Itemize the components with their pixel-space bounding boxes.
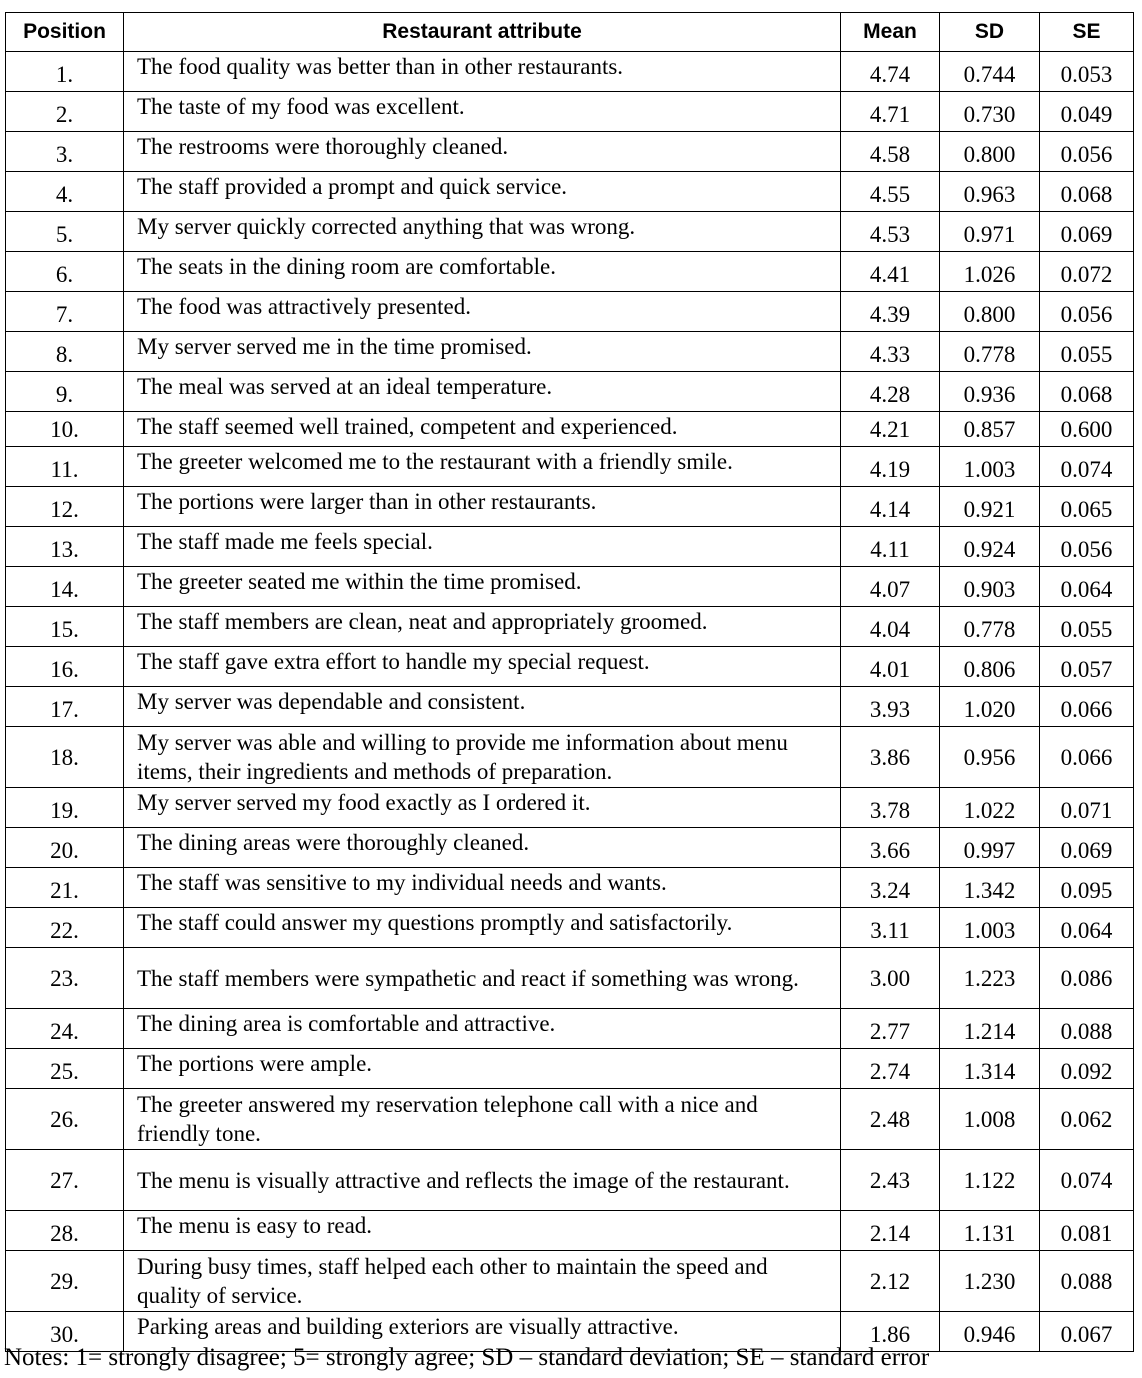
attribute-cell: The restrooms were thoroughly cleaned.	[124, 132, 841, 172]
table-row	[6, 92, 1134, 132]
position-cell: 18.	[6, 727, 124, 788]
table-body	[6, 52, 1134, 1352]
se-cell: 0.069	[1040, 828, 1134, 868]
table-row	[6, 948, 1134, 1009]
sd-cell: 1.020	[940, 687, 1040, 727]
attribute-cell: The taste of my food was excellent.	[124, 92, 841, 132]
position-cell: 26.	[6, 1089, 124, 1150]
se-cell: 0.055	[1040, 607, 1134, 647]
table-row	[6, 1150, 1134, 1211]
attribute-cell: The staff could answer my questions promptly and satisfactorily.	[124, 908, 841, 948]
attribute-cell: During busy times, staff helped each other to maintain the speed and quality of service.	[124, 1251, 841, 1312]
mean-cell: 4.74	[841, 52, 940, 92]
se-cell: 0.056	[1040, 292, 1134, 332]
sd-cell: 0.806	[940, 647, 1040, 687]
attribute-cell: My server served me in the time promised.	[124, 332, 841, 372]
attribute-cell: My server served my food exactly as I ordered it.	[124, 788, 841, 828]
se-cell: 0.081	[1040, 1211, 1134, 1251]
mean-cell: 4.01	[841, 647, 940, 687]
attribute-cell: The food quality was better than in other restaurants.	[124, 52, 841, 92]
position-cell: 28.	[6, 1211, 124, 1251]
attribute-cell: The portions were ample.	[124, 1049, 841, 1089]
sd-cell: 1.008	[940, 1089, 1040, 1150]
position-cell: 22.	[6, 908, 124, 948]
header-se: SE	[1040, 13, 1134, 52]
sd-cell: 0.730	[940, 92, 1040, 132]
mean-cell: 2.43	[841, 1150, 940, 1211]
attribute-cell: The dining areas were thoroughly cleaned.	[124, 828, 841, 868]
position-cell: 10.	[6, 412, 124, 447]
position-cell: 27.	[6, 1150, 124, 1211]
position-cell: 8.	[6, 332, 124, 372]
mean-cell: 2.48	[841, 1089, 940, 1150]
sd-cell: 1.342	[940, 868, 1040, 908]
table-row	[6, 1211, 1134, 1251]
table-row	[6, 527, 1134, 567]
mean-cell: 2.14	[841, 1211, 940, 1251]
mean-cell: 4.07	[841, 567, 940, 607]
attribute-cell: The staff seemed well trained, competent and experienced.	[124, 412, 841, 447]
mean-cell: 2.12	[841, 1251, 940, 1312]
table-row	[6, 1089, 1134, 1150]
position-cell: 25.	[6, 1049, 124, 1089]
table-row	[6, 1049, 1134, 1089]
table-row	[6, 1009, 1134, 1049]
sd-cell: 1.230	[940, 1251, 1040, 1312]
table-row	[6, 292, 1134, 332]
se-cell: 0.074	[1040, 1150, 1134, 1211]
mean-cell: 1.86	[841, 1312, 940, 1352]
table-header-row	[6, 13, 1134, 52]
attribute-cell: The portions were larger than in other restaurants.	[124, 487, 841, 527]
se-cell: 0.072	[1040, 252, 1134, 292]
mean-cell: 4.04	[841, 607, 940, 647]
sd-cell: 1.003	[940, 908, 1040, 948]
table-row	[6, 788, 1134, 828]
attribute-cell: The greeter answered my reservation telephone call with a nice and friendly tone.	[124, 1089, 841, 1150]
se-cell: 0.088	[1040, 1009, 1134, 1049]
position-cell: 23.	[6, 948, 124, 1009]
se-cell: 0.074	[1040, 447, 1134, 487]
se-cell: 0.600	[1040, 412, 1134, 447]
table-row	[6, 252, 1134, 292]
mean-cell: 3.78	[841, 788, 940, 828]
mean-cell: 2.77	[841, 1009, 940, 1049]
se-cell: 0.066	[1040, 727, 1134, 788]
table-row	[6, 372, 1134, 412]
attribute-cell: The staff members are clean, neat and appropriately groomed.	[124, 607, 841, 647]
table-row	[6, 828, 1134, 868]
mean-cell: 4.55	[841, 172, 940, 212]
position-cell: 16.	[6, 647, 124, 687]
attribute-cell: The staff members were sympathetic and react if something was wrong.	[124, 948, 841, 1009]
se-cell: 0.095	[1040, 868, 1134, 908]
attribute-cell: My server quickly corrected anything that was wrong.	[124, 212, 841, 252]
se-cell: 0.056	[1040, 527, 1134, 567]
table-row	[6, 332, 1134, 372]
table-row	[6, 447, 1134, 487]
table-row	[6, 132, 1134, 172]
position-cell: 20.	[6, 828, 124, 868]
sd-cell: 1.003	[940, 447, 1040, 487]
mean-cell: 3.11	[841, 908, 940, 948]
sd-cell: 0.946	[940, 1312, 1040, 1352]
mean-cell: 3.86	[841, 727, 940, 788]
position-cell: 12.	[6, 487, 124, 527]
table-row	[6, 412, 1134, 447]
sd-cell: 0.936	[940, 372, 1040, 412]
attribute-cell: The dining area is comfortable and attractive.	[124, 1009, 841, 1049]
position-cell: 2.	[6, 92, 124, 132]
mean-cell: 4.39	[841, 292, 940, 332]
position-cell: 21.	[6, 868, 124, 908]
mean-cell: 4.58	[841, 132, 940, 172]
se-cell: 0.088	[1040, 1251, 1134, 1312]
se-cell: 0.064	[1040, 567, 1134, 607]
table-row	[6, 727, 1134, 788]
table-row	[6, 868, 1134, 908]
sd-cell: 1.022	[940, 788, 1040, 828]
header-position: Position	[6, 13, 124, 52]
table-notes: Notes: 1= strongly disagree; 5= strongly agree; SD – standard deviation; SE – standard error	[4, 1344, 930, 1371]
sd-cell: 0.778	[940, 332, 1040, 372]
position-cell: 29.	[6, 1251, 124, 1312]
position-cell: 11.	[6, 447, 124, 487]
table-row	[6, 1251, 1134, 1312]
se-cell: 0.086	[1040, 948, 1134, 1009]
attribute-cell: My server was dependable and consistent.	[124, 687, 841, 727]
se-cell: 0.055	[1040, 332, 1134, 372]
mean-cell: 4.19	[841, 447, 940, 487]
table-row	[6, 567, 1134, 607]
se-cell: 0.062	[1040, 1089, 1134, 1150]
position-cell: 14.	[6, 567, 124, 607]
sd-cell: 0.997	[940, 828, 1040, 868]
se-cell: 0.068	[1040, 372, 1134, 412]
position-cell: 19.	[6, 788, 124, 828]
mean-cell: 2.74	[841, 1049, 940, 1089]
sd-cell: 0.963	[940, 172, 1040, 212]
mean-cell: 4.71	[841, 92, 940, 132]
attribute-cell: The menu is visually attractive and reflects the image of the restaurant.	[124, 1150, 841, 1211]
sd-cell: 0.800	[940, 292, 1040, 332]
position-cell: 3.	[6, 132, 124, 172]
mean-cell: 4.21	[841, 412, 940, 447]
sd-cell: 0.800	[940, 132, 1040, 172]
attribute-cell: The seats in the dining room are comfortable.	[124, 252, 841, 292]
se-cell: 0.069	[1040, 212, 1134, 252]
position-cell: 5.	[6, 212, 124, 252]
header-attribute: Restaurant attribute	[124, 13, 841, 52]
mean-cell: 4.33	[841, 332, 940, 372]
se-cell: 0.057	[1040, 647, 1134, 687]
position-cell: 9.	[6, 372, 124, 412]
position-cell: 15.	[6, 607, 124, 647]
se-cell: 0.065	[1040, 487, 1134, 527]
sd-cell: 0.778	[940, 607, 1040, 647]
mean-cell: 4.53	[841, 212, 940, 252]
attribute-cell: The greeter welcomed me to the restaurant with a friendly smile.	[124, 447, 841, 487]
table-row	[6, 212, 1134, 252]
se-cell: 0.092	[1040, 1049, 1134, 1089]
mean-cell: 3.93	[841, 687, 940, 727]
attribute-cell: The meal was served at an ideal temperature.	[124, 372, 841, 412]
position-cell: 30.	[6, 1312, 124, 1352]
header-sd: SD	[940, 13, 1040, 52]
table-row	[6, 487, 1134, 527]
se-cell: 0.053	[1040, 52, 1134, 92]
attribute-cell: The staff made me feels special.	[124, 527, 841, 567]
se-cell: 0.067	[1040, 1312, 1134, 1352]
mean-cell: 4.14	[841, 487, 940, 527]
table-row	[6, 687, 1134, 727]
sd-cell: 0.956	[940, 727, 1040, 788]
sd-cell: 1.131	[940, 1211, 1040, 1251]
table-row	[6, 52, 1134, 92]
position-cell: 13.	[6, 527, 124, 567]
mean-cell: 4.41	[841, 252, 940, 292]
sd-cell: 0.924	[940, 527, 1040, 567]
sd-cell: 1.122	[940, 1150, 1040, 1211]
se-cell: 0.056	[1040, 132, 1134, 172]
position-cell: 7.	[6, 292, 124, 332]
se-cell: 0.066	[1040, 687, 1134, 727]
attribute-cell: My server was able and willing to provide me information about menu items, their ingredients and methods of preparation.	[124, 727, 841, 788]
sd-cell: 0.857	[940, 412, 1040, 447]
attribute-cell: Parking areas and building exteriors are visually attractive.	[124, 1312, 841, 1352]
mean-cell: 3.24	[841, 868, 940, 908]
restaurant-attributes-table	[5, 12, 1134, 1352]
attribute-cell: The staff gave extra effort to handle my special request.	[124, 647, 841, 687]
attribute-cell: The staff was sensitive to my individual needs and wants.	[124, 868, 841, 908]
attribute-cell: The food was attractively presented.	[124, 292, 841, 332]
attribute-cell: The staff provided a prompt and quick service.	[124, 172, 841, 212]
se-cell: 0.071	[1040, 788, 1134, 828]
position-cell: 1.	[6, 52, 124, 92]
mean-cell: 4.11	[841, 527, 940, 567]
se-cell: 0.049	[1040, 92, 1134, 132]
mean-cell: 3.00	[841, 948, 940, 1009]
position-cell: 17.	[6, 687, 124, 727]
table-row	[6, 908, 1134, 948]
sd-cell: 0.971	[940, 212, 1040, 252]
sd-cell: 1.314	[940, 1049, 1040, 1089]
se-cell: 0.064	[1040, 908, 1134, 948]
sd-cell: 1.214	[940, 1009, 1040, 1049]
se-cell: 0.068	[1040, 172, 1134, 212]
sd-cell: 0.921	[940, 487, 1040, 527]
mean-cell: 4.28	[841, 372, 940, 412]
table-row	[6, 647, 1134, 687]
sd-cell: 0.744	[940, 52, 1040, 92]
position-cell: 24.	[6, 1009, 124, 1049]
attribute-cell: The greeter seated me within the time promised.	[124, 567, 841, 607]
mean-cell: 3.66	[841, 828, 940, 868]
attribute-cell: The menu is easy to read.	[124, 1211, 841, 1251]
table-row	[6, 607, 1134, 647]
header-mean: Mean	[841, 13, 940, 52]
position-cell: 4.	[6, 172, 124, 212]
sd-cell: 1.223	[940, 948, 1040, 1009]
position-cell: 6.	[6, 252, 124, 292]
table-row	[6, 172, 1134, 212]
sd-cell: 1.026	[940, 252, 1040, 292]
sd-cell: 0.903	[940, 567, 1040, 607]
